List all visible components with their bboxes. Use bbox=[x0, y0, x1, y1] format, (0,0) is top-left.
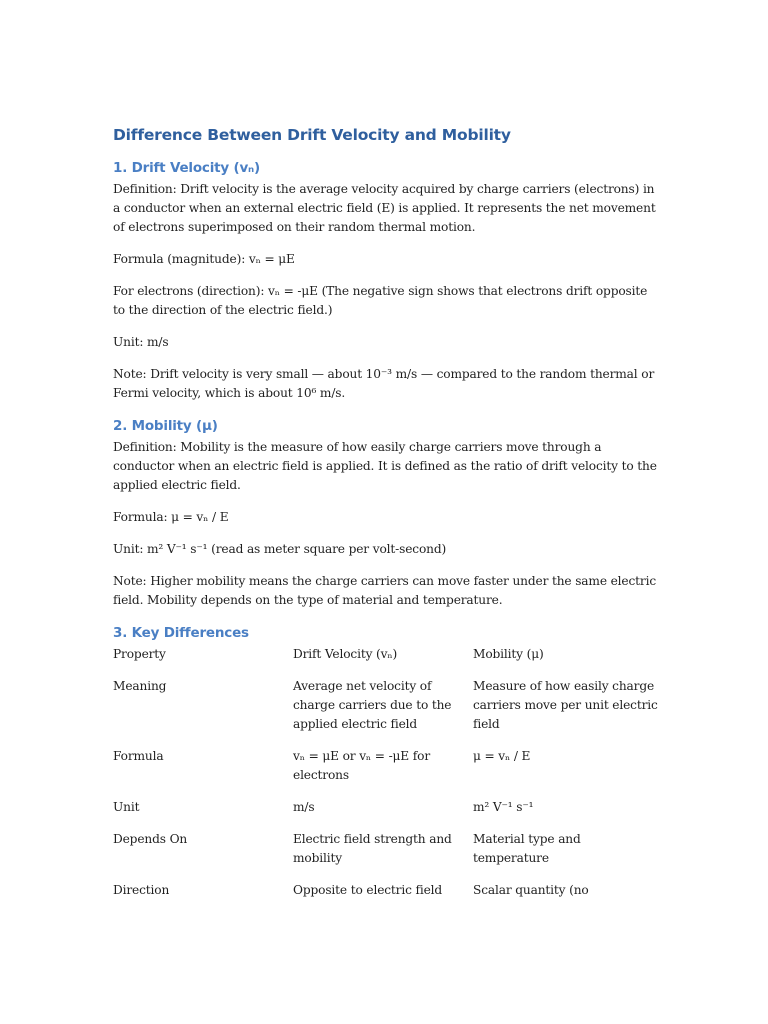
drift-velocity-note: Note: Drift velocity is very small — about 10⁻³ m/s — compared to the random thermal or Fermi velocity, which is about 10⁶ m/s. bbox=[113, 367, 655, 400]
table-cell: Depends On bbox=[113, 832, 188, 846]
section-heading-key-differences: 3. Key Differences bbox=[113, 625, 249, 641]
table-cell: Scalar quantity (no bbox=[473, 883, 589, 897]
table-cell: Direction bbox=[113, 883, 170, 897]
table-cell: m² V⁻¹ s⁻¹ bbox=[473, 800, 534, 814]
mobility-definition: Definition: Mobility is the measure of how easily charge carriers move through a conductor when an electric field is applied. It is defined as the ratio of drift velocity to the applied electric field. bbox=[113, 440, 657, 492]
drift-velocity-formula: Formula (magnitude): vₙ = μE bbox=[113, 252, 295, 266]
table-cell: Measure of how easily charge carriers move per unit electric field bbox=[473, 679, 658, 731]
table-cell: vₙ = μE or vₙ = -μE for electrons bbox=[293, 749, 430, 782]
table-cell: Average net velocity of charge carriers due to the applied electric field bbox=[293, 679, 452, 731]
key-differences-table bbox=[113, 645, 658, 913]
table-cell: Formula bbox=[113, 749, 164, 763]
table-cell: μ = vₙ / E bbox=[473, 749, 531, 763]
table-header-cell: Mobility (μ) bbox=[473, 647, 544, 661]
table-header-cell: Property bbox=[113, 647, 166, 661]
table-row bbox=[113, 881, 658, 913]
section-mobility bbox=[113, 416, 658, 610]
drift-velocity-definition: Definition: Drift velocity is the average velocity acquired by charge carriers (electrons) in a conductor when an external electric field (E) is applied. It represents the net movement of electrons superimposed on their random thermal motion. bbox=[113, 182, 656, 234]
table-cell: Meaning bbox=[113, 679, 167, 693]
mobility-unit: Unit: m² V⁻¹ s⁻¹ (read as meter square per volt-second) bbox=[113, 542, 447, 556]
mobility-formula: Formula: μ = vₙ / E bbox=[113, 510, 229, 524]
table-row bbox=[113, 747, 658, 798]
table-cell: m/s bbox=[293, 800, 315, 814]
section-heading-mobility: 2. Mobility (μ) bbox=[113, 418, 218, 434]
section-drift-velocity bbox=[113, 158, 658, 403]
table-row bbox=[113, 798, 658, 830]
table-header-cell: Drift Velocity (vₙ) bbox=[293, 647, 398, 661]
drift-velocity-unit: Unit: m/s bbox=[113, 335, 169, 349]
table-header-row bbox=[113, 645, 658, 677]
section-key-differences bbox=[113, 623, 658, 913]
table-row bbox=[113, 677, 658, 747]
mobility-note: Note: Higher mobility means the charge carriers can move faster under the same electric field. Mobility depends on the type of material and temperature. bbox=[113, 574, 657, 607]
table-cell: Electric field strength and mobility bbox=[293, 832, 452, 865]
table-row bbox=[113, 830, 658, 881]
section-heading-drift-velocity: 1. Drift Velocity (vₙ) bbox=[113, 160, 260, 176]
document-title: Difference Between Drift Velocity and Mobility bbox=[113, 126, 511, 144]
document-body bbox=[113, 124, 658, 913]
table-cell: Opposite to electric field bbox=[293, 883, 443, 897]
table-cell: Unit bbox=[113, 800, 140, 814]
table-cell: Material type and temperature bbox=[473, 832, 581, 865]
drift-velocity-direction: For electrons (direction): vₙ = -μE (The negative sign shows that electrons drift opposite to the direction of the electric field.) bbox=[113, 284, 648, 317]
